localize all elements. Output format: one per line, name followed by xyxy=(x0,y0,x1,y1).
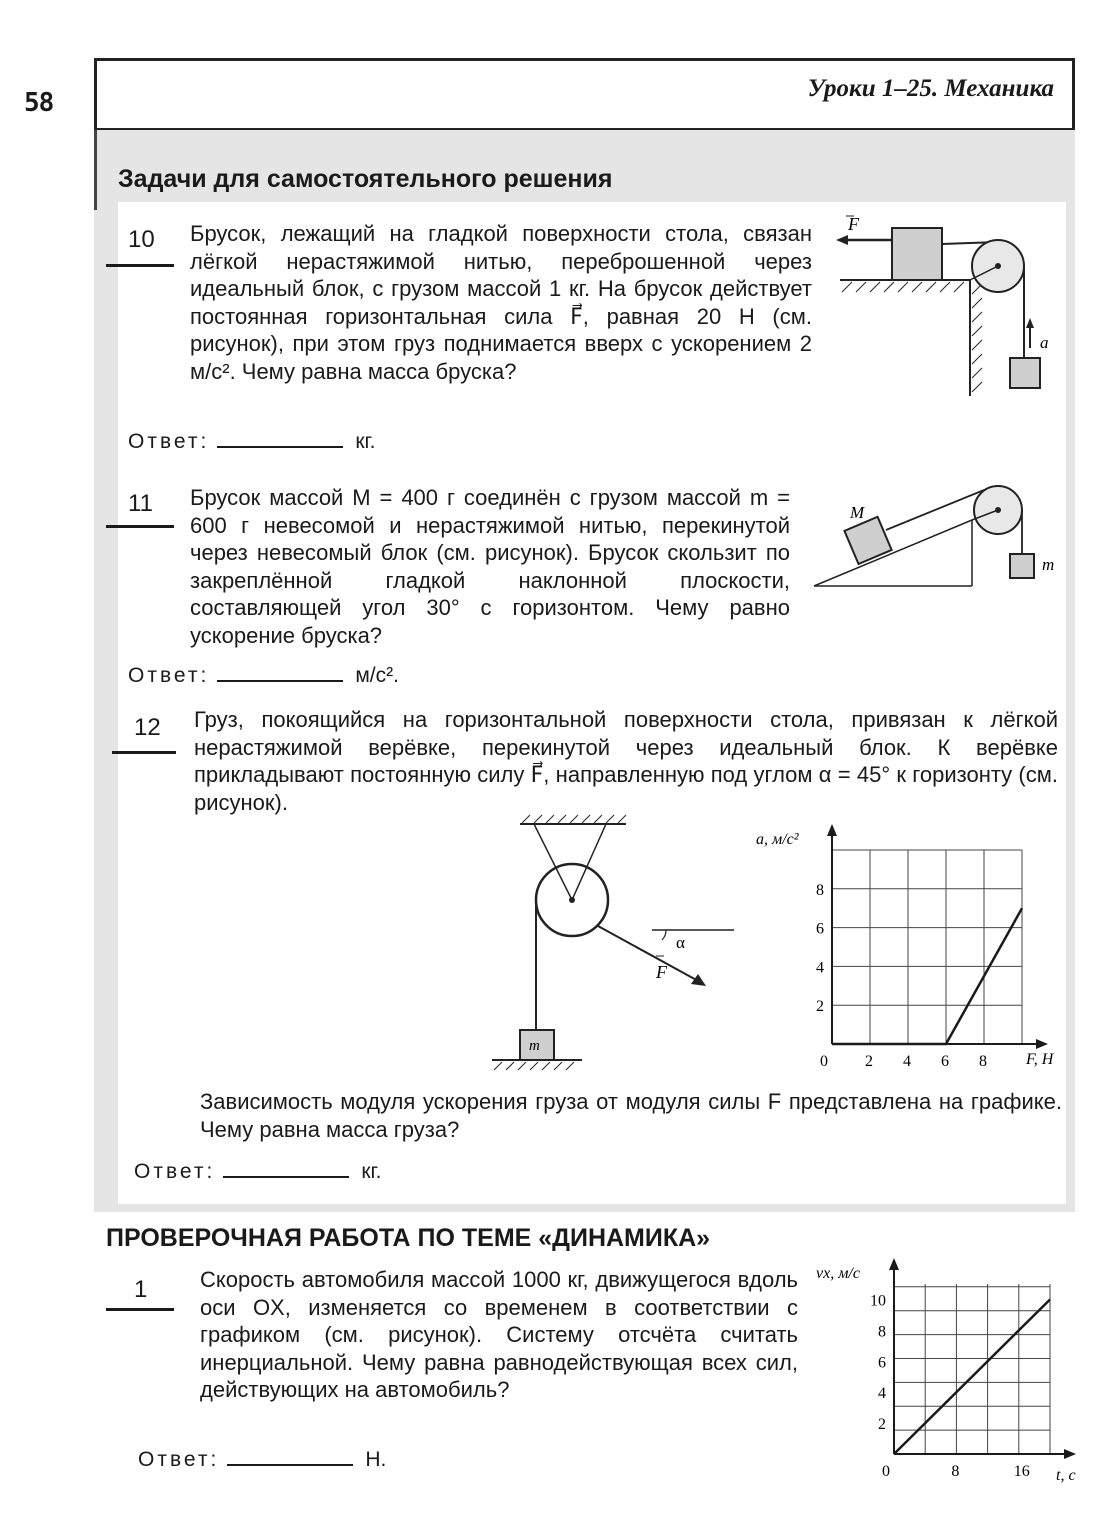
y-tick-label: 10 xyxy=(870,1292,886,1310)
x-axis-arrow xyxy=(1036,1039,1048,1049)
y-axis-label: a, м/с² xyxy=(756,831,799,848)
acceleration-force-chart xyxy=(750,820,1070,1076)
force-arrowhead xyxy=(691,974,706,986)
angle-arc xyxy=(662,930,666,940)
answer-field[interactable] xyxy=(223,1158,349,1178)
x-tick-label: 16 xyxy=(1013,1463,1030,1480)
x-tick-label: 8 xyxy=(979,1053,987,1070)
chart-grid xyxy=(894,1284,1050,1454)
problem-text: Брусок массой M = 400 г соединён с грузом массой m = 600 г невесомой и нерастяжимой нитью, перекинутой через невесомый блок (см. рисунок). Брусок скользит по закреплённой гладкой наклонной плоскости, составляющей угол 30° с горизонтом. Чему равно ускорение бруска? xyxy=(190,485,790,648)
ceiling-hatch xyxy=(522,815,626,823)
answer-label: Ответ: xyxy=(128,430,210,453)
y-tick-label: 2 xyxy=(878,1416,886,1434)
x-tick-label: 8 xyxy=(951,1463,960,1480)
force-arrowhead xyxy=(836,235,848,245)
figure-incline xyxy=(812,480,1072,598)
y-tick-label: 8 xyxy=(816,881,824,899)
y-tick-label: 2 xyxy=(816,998,824,1016)
answer-unit: м/с². xyxy=(355,664,399,687)
support-left xyxy=(534,824,572,900)
number-underline xyxy=(106,1308,174,1311)
problem-number: 11 xyxy=(128,490,153,517)
accel-label: a xyxy=(1040,333,1049,352)
chart-grid xyxy=(832,850,1022,1044)
y-tick-label: 6 xyxy=(816,920,824,938)
problem-number: 10 xyxy=(128,226,155,253)
x-tick-label: 4 xyxy=(903,1053,911,1070)
y-tick-label: 8 xyxy=(878,1323,886,1341)
problem-text: Брусок, лежащий на гладкой поверхности стола, связан лёгкой нерастяжимой нитью, переброшенной через идеальный блок, с грузом массой 1 кг. На брусок действует постоянная горизонтальная сила F⃗, равная 20 Н (см. рисунок), при этом груз поднимается вверх с ускорением 2 м/с². Чему равна масса бруска? xyxy=(190,221,812,384)
accel-arrowhead xyxy=(1026,318,1034,328)
x-axis-label: t, с xyxy=(1056,1467,1076,1484)
velocity-time-chart xyxy=(806,1258,1112,1520)
x-tick-label: 6 xyxy=(941,1053,949,1070)
support-right xyxy=(572,824,606,900)
answer-line xyxy=(128,662,399,688)
series-line xyxy=(832,908,1022,1044)
force-label: F xyxy=(656,962,667,982)
y-tick-label: 4 xyxy=(878,1385,886,1403)
chart-ticks xyxy=(816,882,987,1070)
alpha-label: α xyxy=(676,933,685,952)
table-hatch xyxy=(842,282,964,292)
page-header xyxy=(94,58,1075,130)
answer-unit: Н. xyxy=(365,1448,387,1471)
answer-field[interactable] xyxy=(217,428,343,448)
figure-pulley-angle xyxy=(486,814,748,1080)
test-section-title: ПРОВЕРОЧНАЯ РАБОТА ПО ТЕМЕ «ДИНАМИКА» xyxy=(106,1224,711,1252)
mass-m-label: m xyxy=(529,1038,540,1054)
question-number: 1 xyxy=(134,1276,148,1303)
chart-series xyxy=(832,908,1022,1044)
answer-line xyxy=(128,428,375,454)
x-tick-label: 2 xyxy=(865,1053,873,1070)
x-tick-label: 0 xyxy=(820,1053,828,1070)
answer-label: Ответ: xyxy=(128,664,210,687)
y-tick-label: 6 xyxy=(878,1354,886,1372)
chart-axes xyxy=(827,824,1048,1049)
answer-line xyxy=(138,1446,386,1472)
floor-hatch xyxy=(494,1062,574,1070)
answer-unit: кг. xyxy=(355,430,376,453)
mass-m-label: m xyxy=(1042,555,1055,574)
section-title: Задачи для самостоятельного решения xyxy=(118,165,613,193)
number-underline xyxy=(112,751,176,754)
mass-M-label: M xyxy=(850,503,865,522)
answer-unit: кг. xyxy=(361,1160,382,1183)
force-label: F xyxy=(848,214,859,234)
y-axis-arrow xyxy=(827,824,837,836)
answer-field[interactable] xyxy=(227,1446,353,1466)
answer-field[interactable] xyxy=(217,662,343,682)
block xyxy=(892,228,942,280)
x-axis-arrow xyxy=(1064,1449,1076,1459)
number-underline xyxy=(106,264,174,267)
answer-label: Ответ: xyxy=(138,1448,220,1471)
string xyxy=(886,490,984,530)
problem-text-continued: Зависимость модуля ускорения груза от модуля силы F представлена на графике. Чему равна масса груза? xyxy=(200,1089,1062,1142)
panel-border xyxy=(94,130,97,210)
page-number: 58 xyxy=(24,88,54,118)
pulley-axle xyxy=(569,897,575,903)
incline-surface xyxy=(814,520,972,586)
chart-series xyxy=(894,1299,1050,1454)
answer-line xyxy=(134,1158,381,1184)
edge-hatch xyxy=(972,284,982,392)
problem-number: 12 xyxy=(134,714,161,741)
weight-m xyxy=(1010,554,1034,578)
problem-text: Груз, покоящийся на горизонтальной поверхности стола, привязан к лёгкой нерастяжимой верёвке, перекинутой через идеальный блок. К верёвке прикладывают постоянную силу F⃗, направленную под углом α = 45° к горизонту (см. рисунок). xyxy=(194,707,1058,815)
y-axis-label: vx, м/с xyxy=(816,1265,860,1282)
weight xyxy=(1010,358,1040,388)
y-axis-arrow xyxy=(889,1258,899,1270)
header-title: Уроки 1–25. Механика xyxy=(807,75,1054,102)
question-text: Скорость автомобиля массой 1000 кг, движущегося вдоль оси OX, изменяется со временем в соответствии с графиком (см. рисунок). Систему отсчёта считать инерциальной. Чему равна равнодействующая всех сил, действующих на автомобиль? xyxy=(200,1267,798,1402)
number-underline xyxy=(106,525,174,528)
x-axis-label: F, Н xyxy=(1026,1051,1054,1068)
x-tick-label: 0 xyxy=(882,1463,890,1480)
y-tick-label: 4 xyxy=(816,959,824,977)
series-line xyxy=(894,1299,1050,1454)
figure-block-pulley xyxy=(830,208,1060,408)
answer-label: Ответ: xyxy=(134,1160,216,1183)
